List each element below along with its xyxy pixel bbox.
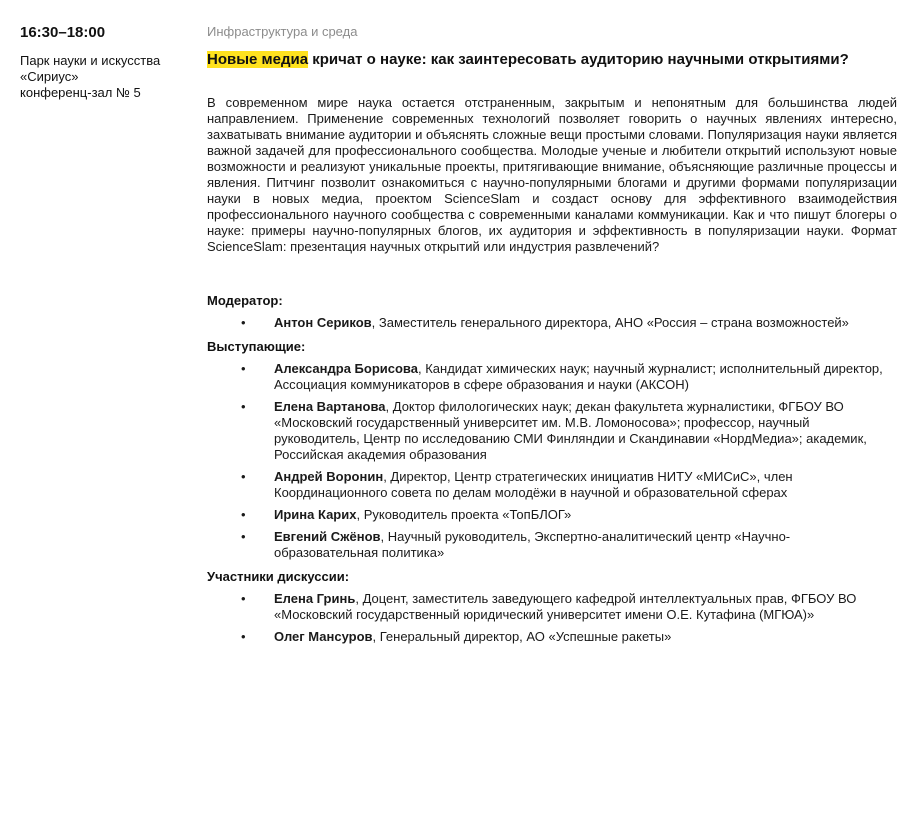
discussants-heading: Участники дискуссии:: [207, 569, 350, 584]
title-rest: кричат о науке: как заинтересовать аудиторию научными открытиями?: [308, 51, 849, 68]
list-item: [207, 529, 884, 561]
person-description: , Кандидат химических наук; научный журналист; исполнительный директор, Ассоциация коммуникаторов в сфере образования и науки (АКСОН): [274, 361, 883, 392]
bullet-icon: •: [241, 629, 246, 644]
session-category: Инфраструктура и среда: [207, 24, 358, 39]
person-name: Елена Гринь: [274, 591, 356, 606]
moderator-list: [207, 315, 897, 331]
discussants-list: [207, 591, 897, 645]
session-time: 16:30–18:00: [20, 24, 106, 41]
person-name: Александра Борисова: [274, 361, 418, 376]
person-name: Андрей Воронин: [274, 469, 384, 484]
person-description: , Генеральный директор, АО «Успешные ракеты»: [372, 629, 672, 644]
person-name: Ирина Карих: [274, 507, 357, 522]
session-description: В современном мире наука остается отстраненным, закрытым и непонятным для большинства людей направлением. Применение современных технологий позволяет говорить о научных явлениях интересно, захватывать внимание аудитории и объяснять сложные вещи простыми словами. Популяризация науки является важной задачей для профессионального сообщества. Молодые ученые и любители открытий используют новые возможности и реализуют уникальные проекты, притягивающие внимание, объясняющие различные процессы и явления. Питчинг позволит ознакомиться с научно-популярными блогами и другими формами популяризации науки в новых медиа, проектом ScienceSlam и создаст основу для эффективного взаимодействия профессионального научного сообщества с современными каналами коммуникации. Как и что пишут блогеры о науке: примеры научно-популярных блогов, их аудитория и эффективность в популяризации науки. Формат ScienceSlam: презентация научных открытий или индустрия развлечений?: [207, 95, 897, 254]
session-venue: [20, 53, 200, 101]
list-item: [207, 399, 884, 463]
list-item: [207, 629, 884, 645]
person-name: Антон Сериков: [274, 315, 372, 330]
person-name: Евгений Сжёнов: [274, 529, 381, 544]
list-item: [207, 469, 884, 501]
session-meta: [20, 24, 200, 101]
venue-line: Парк науки и искусства: [20, 53, 161, 68]
moderator-heading: Модератор:: [207, 293, 283, 308]
person-description: , Руководитель проекта «ТопБЛОГ»: [356, 507, 572, 522]
venue-line: конференц-зал № 5: [20, 85, 141, 100]
list-item: [207, 361, 884, 393]
venue-line: «Сириус»: [20, 69, 79, 84]
list-item: [207, 507, 884, 523]
person-description: , Доцент, заместитель заведующего кафедрой интеллектуальных прав, ФГБОУ ВО «Московский государственный юридический университет имени О.Е. Кутафина (МГЮА)»: [274, 591, 857, 622]
list-item: [207, 591, 884, 623]
person-description: , Научный руководитель, Экспертно-аналитический центр «Научно-образовательная политика»: [274, 529, 791, 560]
bullet-icon: •: [241, 507, 246, 522]
bullet-icon: •: [241, 529, 246, 544]
person-description: , Заместитель генерального директора, АНО «Россия – страна возможностей»: [371, 315, 849, 330]
session-content: [207, 24, 897, 653]
bullet-icon: •: [241, 591, 246, 606]
person-name: Елена Вартанова: [274, 399, 386, 414]
bullet-icon: •: [241, 361, 246, 376]
list-item: [207, 315, 884, 331]
bullet-icon: •: [241, 399, 246, 414]
bullet-icon: •: [241, 469, 246, 484]
person-name: Олег Мансуров: [274, 629, 373, 644]
speakers-list: [207, 361, 897, 561]
bullet-icon: •: [241, 315, 246, 330]
person-description: , Доктор филологических наук; декан факультета журналистики, ФГБОУ ВО «Московский государственный университет им. М.В. Ломоносова»; профессор, научный руководитель, Центр по исследованию СМИ Финляндии и Скандинавии «НордМедиа»; академик, Российская академия образования: [274, 399, 867, 462]
session-title: [207, 51, 897, 69]
person-description: , Директор, Центр стратегических инициатив НИТУ «МИСиС», член Координационного совета по делам молодёжи в научной и образовательной сферах: [274, 469, 793, 500]
speakers-heading: Выступающие:: [207, 339, 306, 354]
title-highlight: Новые медиа: [207, 51, 309, 68]
